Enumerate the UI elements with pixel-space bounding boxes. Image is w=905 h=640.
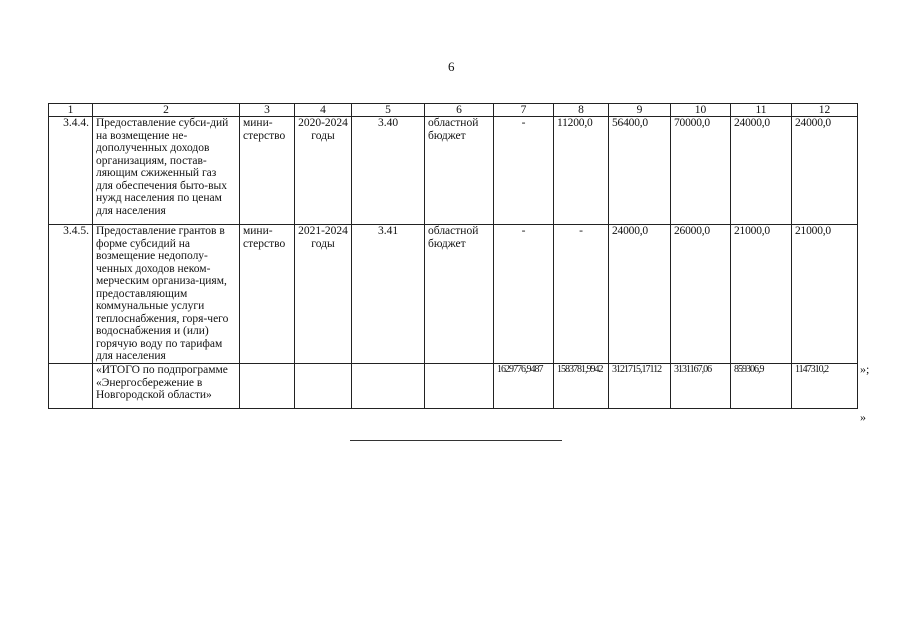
col-header-5: 5 [352, 104, 425, 117]
amount-col9: 56400,0 [609, 117, 671, 225]
col-header-1: 1 [49, 104, 93, 117]
total-col9: 3121715,17112 [609, 364, 671, 409]
amount-col7: - [494, 225, 554, 364]
col-header-2: 2 [93, 104, 240, 117]
total-row [49, 364, 858, 409]
col-header-3: 3 [240, 104, 295, 117]
col-header-11: 11 [731, 104, 792, 117]
amount-col11: 24000,0 [731, 117, 792, 225]
item-description: Предоставление грантов в форме субсидий на возмещение недополу-ченных доходов неком-мерческим организа-циям, предоставляющим коммунальные услуги теплоснабжения, горя-чего водоснабжения и (или) горячую воду по тарифам для населения [93, 225, 240, 364]
responsible [240, 364, 295, 409]
amount-col10: 70000,0 [671, 117, 731, 225]
header-row [49, 104, 858, 117]
amount-col9: 24000,0 [609, 225, 671, 364]
closing-quote-semicolon: »; [860, 362, 870, 376]
period: 2021-2024 годы [295, 225, 352, 364]
amount-col8: - [554, 225, 609, 364]
amount-col10: 26000,0 [671, 225, 731, 364]
total-col12: 1147310,2 [792, 364, 858, 409]
amount-col11: 21000,0 [731, 225, 792, 364]
table-row [49, 225, 858, 364]
amount-col12: 21000,0 [792, 225, 858, 364]
amount-col7: - [494, 117, 554, 225]
item-number: 3.4.4. [49, 117, 93, 225]
funding-source: областной бюджет [425, 117, 494, 225]
funding-source [425, 364, 494, 409]
total-label: «ИТОГО по подпрограмме «Энергосбережение в Новгородской области» [93, 364, 240, 409]
col-header-6: 6 [425, 104, 494, 117]
item-description: Предоставление субси-дий на возмещение не-дополученных доходов организациям, постав-ляющим сжиженный газ для обеспечения быто-вых нужд населения по ценам для населения [93, 117, 240, 225]
col-header-7: 7 [494, 104, 554, 117]
page-number: 6 [448, 59, 455, 74]
responsible: мини-стерство [240, 117, 295, 225]
closing-quote: » [860, 410, 866, 424]
target-indicator [352, 364, 425, 409]
item-number: 3.4.5. [49, 225, 93, 364]
col-header-4: 4 [295, 104, 352, 117]
period [295, 364, 352, 409]
funding-source: областной бюджет [425, 225, 494, 364]
total-col7: 1629776,9487 [494, 364, 554, 409]
amount-col8: 11200,0 [554, 117, 609, 225]
col-header-12: 12 [792, 104, 858, 117]
target-indicator: 3.40 [352, 117, 425, 225]
separator-line [350, 440, 562, 441]
total-col10: 3131167,06 [671, 364, 731, 409]
subprogram-table [48, 103, 858, 409]
period: 2020-2024 годы [295, 117, 352, 225]
target-indicator: 3.41 [352, 225, 425, 364]
col-header-8: 8 [554, 104, 609, 117]
total-col8: 1583781,9942 [554, 364, 609, 409]
amount-col12: 24000,0 [792, 117, 858, 225]
item-number [49, 364, 93, 409]
responsible: мини-стерство [240, 225, 295, 364]
col-header-10: 10 [671, 104, 731, 117]
table-row [49, 117, 858, 225]
total-col11: 859306,9 [731, 364, 792, 409]
col-header-9: 9 [609, 104, 671, 117]
